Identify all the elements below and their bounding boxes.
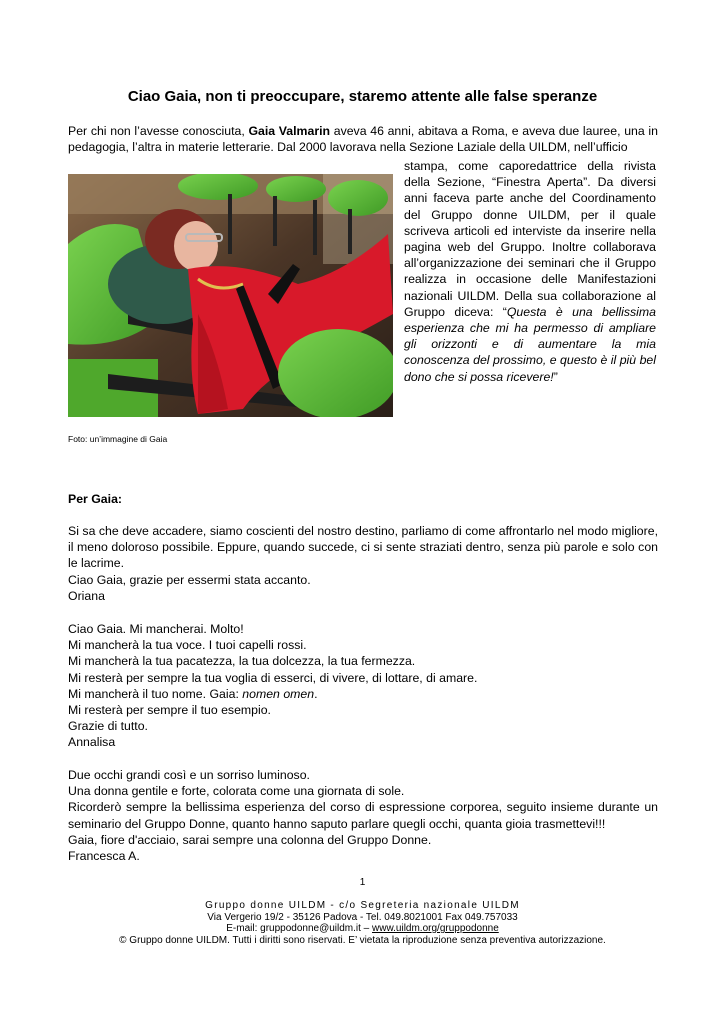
message-line: Mi mancherà la tua pacatezza, la tua dolcezza, la tua fermezza. [68, 654, 416, 669]
message-line: Grazie di tutto. [68, 719, 148, 734]
message-signature: Francesca A. [68, 849, 140, 864]
message-line: Due occhi grandi così e un sorriso luminoso. [68, 768, 310, 782]
intro-paragraph [68, 123, 658, 155]
message-text: Si sa che deve accadere, siamo coscienti del nostro destino, parliamo di come affrontarlo nel modo migliore, il meno doloroso possibile. Eppure, quando succede, ci si sente straziati dentro, senza più parole e solo con le lacrime. [68, 524, 658, 571]
latin-phrase: nomen omen [242, 686, 315, 701]
message-oriana [68, 523, 658, 604]
photo-of-gaia [68, 174, 393, 417]
gaia-quote: Questa è una bellissima esperienza che mi ha permesso di ampliare gli orizzonti e di aumentare la mia conoscenza del prossimo, e questo è il più bel dono che si possa ricevere! [404, 304, 656, 384]
footer-organization: Gruppo donne UILDM - c/o Segreteria nazionale UILDM [205, 900, 520, 911]
intro-text-part2: aveva 46 anni, abitava a Roma, e aveva due lauree, una in pedagogia, l’altra in materie letterarie. Dal 2000 lavorava nella Sezione Laziale della UILDM, nell’ufficio [68, 124, 658, 155]
message-signature: Oriana [68, 588, 105, 603]
photo-caption: Foto: un’immagine di Gaia [68, 434, 168, 444]
footer-address: Via Vergerio 19/2 - 35126 Padova - Tel. 049.8021001 Fax 049.757033 [207, 911, 518, 923]
website-link[interactable]: www.uildm.org/gruppodonne [372, 923, 499, 934]
message-line: Mi resterà per sempre la tua voglia di esserci, di vivere, di lottare, di amare. [68, 670, 478, 685]
side-paragraph [404, 158, 656, 385]
message-francesca [68, 767, 658, 864]
message-line: Gaia, fiore d'acciaio, sarai sempre una colonna del Gruppo Donne. [68, 832, 432, 847]
intro-text-part1: Per chi non l’avesse conosciuta, [68, 124, 249, 138]
message-line: Mi mancherà la tua voce. I tuoi capelli rossi. [68, 638, 307, 653]
message-signature: Annalisa [68, 735, 116, 750]
article-title: Ciao Gaia, non ti preoccupare, staremo attente alle false speranze [127, 88, 598, 105]
footer-copyright: © Gruppo donne UILDM. Tutti i diritti sono riservati. E’ vietata la riproduzione senza preventiva autorizzazione. [119, 934, 606, 946]
message-line: Mi resterà per sempre il tuo esempio. [68, 703, 271, 718]
side-text-plain: stampa, come caporedattrice della rivista della Sezione, “Finestra Aperta”. Da diversi anni faceva parte anche del Coordinamento del Gruppo donne UILDM, per il quale scriveva articoli ed interviste da inserire nella pagina web del Gruppo. Inoltre collaborava all’organizzazione dei seminari che il Gruppo realizza in occasione delle Manifestazioni nazionali UILDM. Della sua collaborazione al Gruppo diceva: “ [404, 159, 656, 319]
line-prefix: Mi mancherà il tuo nome. Gaia: [68, 686, 243, 701]
message-annalisa [68, 621, 658, 751]
page-number: 1 [359, 877, 366, 888]
page-footer [0, 900, 725, 946]
footer-contacts [0, 923, 725, 935]
message-line: Ricorderò sempre la bellissima esperienza del corso di espressione corporea, seguito insieme durante un seminario del Gruppo Donne, quanto hanno saputo parlare quegli occhi, quanta gioia trasmettevi!!! [68, 800, 658, 831]
footer-email: E-mail: gruppodonne@uildm.it – [226, 923, 373, 934]
line-suffix: . [314, 686, 318, 701]
message-line: Ciao Gaia. Mi mancherai. Molto! [68, 622, 244, 636]
person-name: Gaia Valmarin [248, 124, 331, 138]
message-line: Ciao Gaia, grazie per essermi stata accanto. [68, 572, 311, 587]
message-line [68, 686, 658, 702]
section-heading: Per Gaia: [68, 492, 122, 506]
message-line: Una donna gentile e forte, colorata come una giornata di sole. [68, 784, 405, 799]
quote-close: ” [553, 369, 558, 384]
